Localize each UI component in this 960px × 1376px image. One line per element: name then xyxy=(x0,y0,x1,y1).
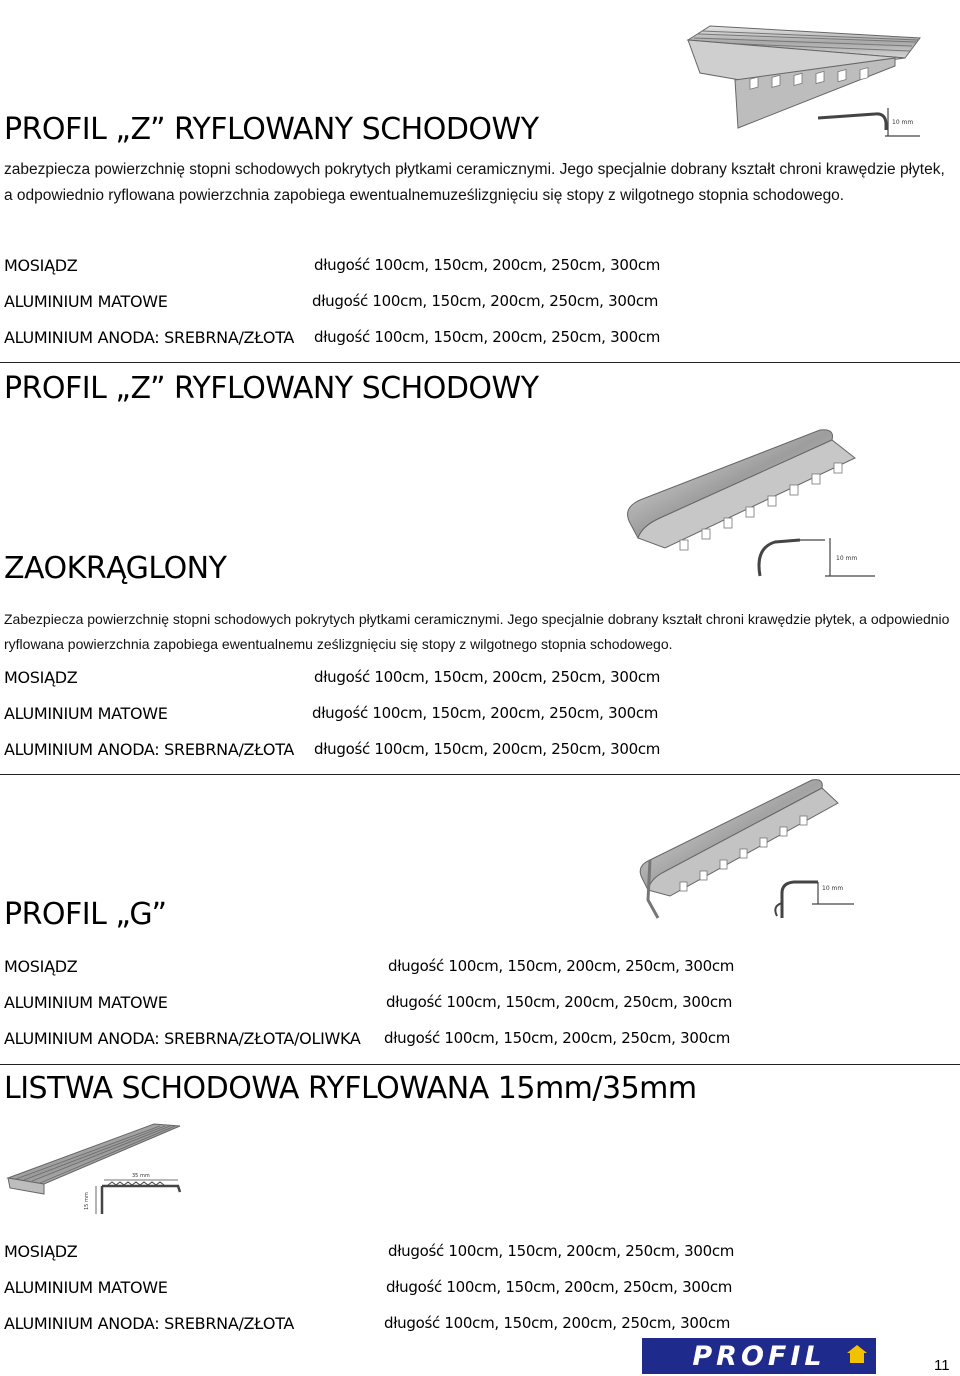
house-icon xyxy=(846,1344,868,1364)
section-divider xyxy=(0,362,960,363)
page-number: 11 xyxy=(934,1357,950,1374)
material-label: ALUMINIUM MATOWE xyxy=(4,292,168,311)
listwa-profile-image xyxy=(4,1122,194,1222)
svg-text:15 mm: 15 mm xyxy=(84,1192,90,1210)
length-value: długość 100cm, 150cm, 200cm, 250cm, 300cm xyxy=(312,704,659,722)
section-description: Zabezpiecza powierzchnię stopni schodowych pokrytych płytkami ceramicznymi. Jego specjalnie dobrany kształt chroni krawędzie płytek, a odpowiednio ryflowana powierzchnia zapobiega ewentualnemu ześlizgnięciu się stopy z wilgotnego stopnia schodowego. xyxy=(4,611,950,652)
length-value: długość 100cm, 150cm, 200cm, 250cm, 300cm xyxy=(314,740,661,758)
section-divider xyxy=(0,774,960,775)
z-rounded-profile-image xyxy=(620,428,880,588)
svg-text:10 mm: 10 mm xyxy=(822,885,844,892)
material-label: ALUMINIUM ANODA: SREBRNA/ZŁOTA/OLIWKA xyxy=(4,1029,361,1048)
length-value: długość 100cm, 150cm, 200cm, 250cm, 300cm xyxy=(314,328,661,346)
g-profile-image xyxy=(632,778,862,928)
length-value: długość 100cm, 150cm, 200cm, 250cm, 300cm xyxy=(314,256,661,274)
length-value: długość 100cm, 150cm, 200cm, 250cm, 300cm xyxy=(388,957,735,975)
length-value: długość 100cm, 150cm, 200cm, 250cm, 300cm xyxy=(386,993,733,1011)
section-title: PROFIL „G” xyxy=(4,897,167,932)
svg-text:10 mm: 10 mm xyxy=(836,555,858,562)
material-label: ALUMINIUM MATOWE xyxy=(4,993,168,1012)
z-profile-image xyxy=(680,18,930,148)
material-label: MOSIĄDZ xyxy=(4,256,78,275)
profil-logo xyxy=(642,1338,876,1374)
svg-text:10 mm: 10 mm xyxy=(892,119,914,126)
section-title: LISTWA SCHODOWA RYFLOWANA 15mm/35mm xyxy=(4,1071,697,1106)
material-label: MOSIĄDZ xyxy=(4,957,78,976)
length-value: długość 100cm, 150cm, 200cm, 250cm, 300cm xyxy=(386,1278,733,1296)
section-title: PROFIL „Z” RYFLOWANY SCHODOWY xyxy=(4,371,539,406)
section-subtitle: ZAOKRĄGLONY xyxy=(4,551,227,586)
material-label: MOSIĄDZ xyxy=(4,1242,78,1261)
material-label: ALUMINIUM MATOWE xyxy=(4,1278,168,1297)
material-label: ALUMINIUM ANODA: SREBRNA/ZŁOTA xyxy=(4,1314,295,1333)
logo-text: PROFIL xyxy=(692,1340,826,1372)
section-divider xyxy=(0,1064,960,1065)
length-value: długość 100cm, 150cm, 200cm, 250cm, 300cm xyxy=(314,668,661,686)
length-value: długość 100cm, 150cm, 200cm, 250cm, 300cm xyxy=(388,1242,735,1260)
material-label: ALUMINIUM ANODA: SREBRNA/ZŁOTA xyxy=(4,328,295,347)
section-title: PROFIL „Z” RYFLOWANY SCHODOWY xyxy=(4,112,539,147)
material-label: ALUMINIUM MATOWE xyxy=(4,704,168,723)
length-value: długość 100cm, 150cm, 200cm, 250cm, 300cm xyxy=(384,1314,731,1332)
material-label: MOSIĄDZ xyxy=(4,668,78,687)
length-value: długość 100cm, 150cm, 200cm, 250cm, 300cm xyxy=(312,292,659,310)
section-description: zabezpiecza powierzchnię stopni schodowych pokrytych płytkami ceramicznymi. Jego specjalnie dobrany kształt chroni krawędzie płytek, a odpowiednio ryflowana powierzchnia zapobiega ewentualnemuześlizgnięciu się stopy z wilgotnego stopnia schodowego. xyxy=(4,161,945,204)
material-label: ALUMINIUM ANODA: SREBRNA/ZŁOTA xyxy=(4,740,295,759)
length-value: długość 100cm, 150cm, 200cm, 250cm, 300cm xyxy=(384,1029,731,1047)
svg-text:35 mm: 35 mm xyxy=(132,1173,150,1179)
